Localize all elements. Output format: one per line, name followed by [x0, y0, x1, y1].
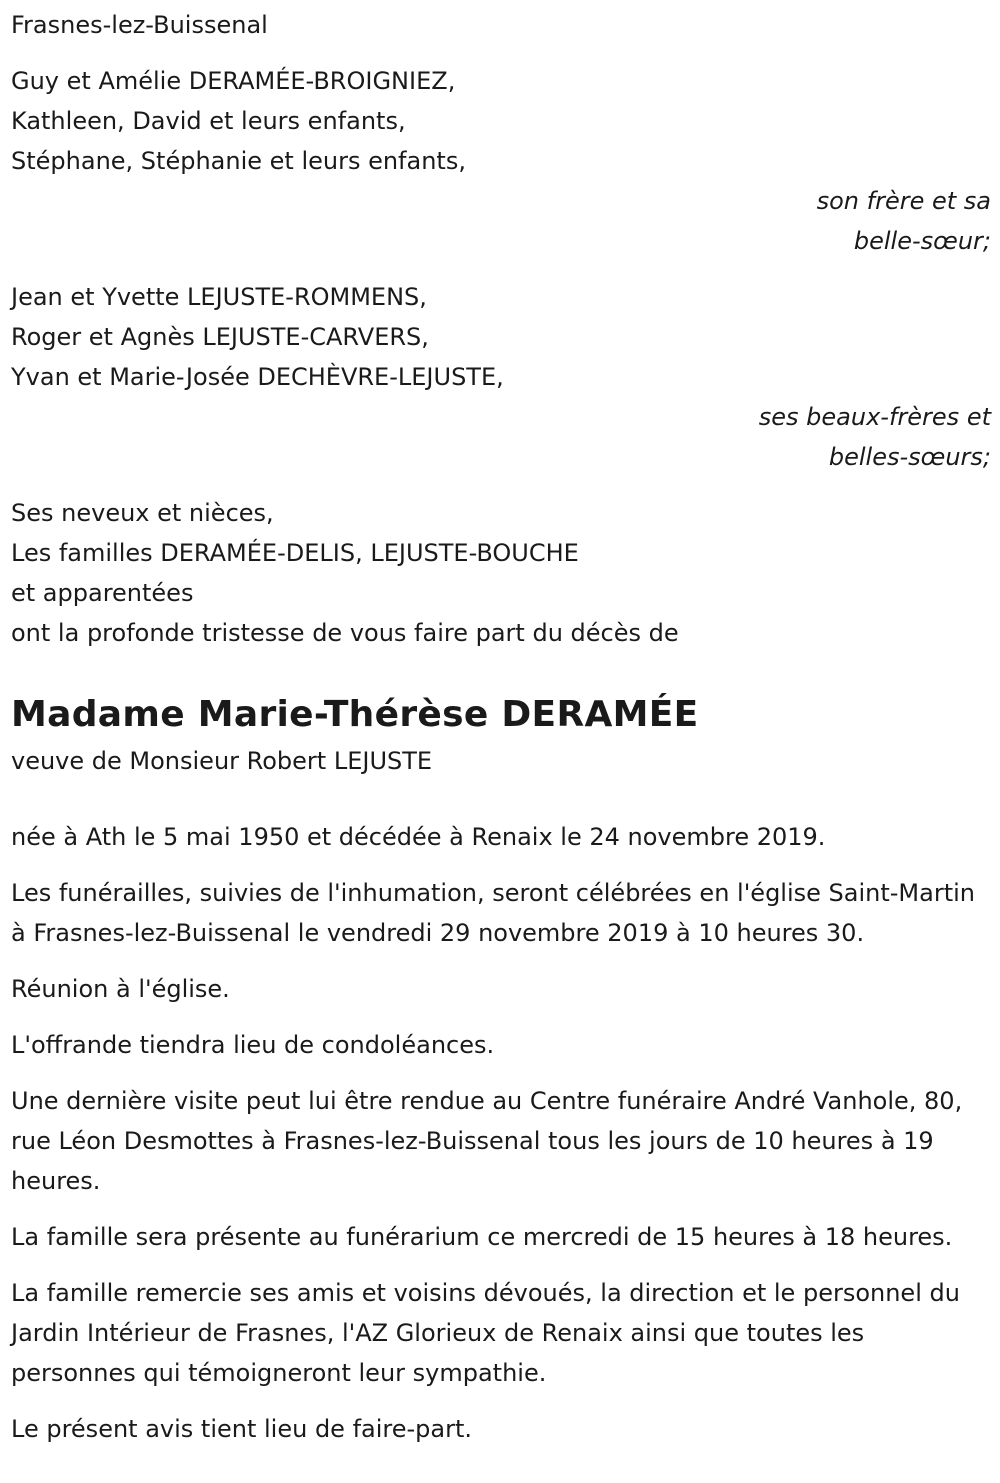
relation-line: son frère et sa	[816, 187, 991, 215]
family-line: Les familles DERAMÉE-DELIS, LEJUSTE-BOUCHE	[11, 539, 579, 567]
announcement-line: ont la profonde tristesse de vous faire part du décès de	[11, 619, 679, 647]
relation-line: ses beaux-frères et	[758, 403, 991, 431]
family-line: Yvan et Marie-Josée DECHÈVRE-LEJUSTE,	[11, 363, 504, 391]
family-line: Jean et Yvette LEJUSTE-ROMMENS,	[11, 283, 427, 311]
family-line: Stéphane, Stéphanie et leurs enfants,	[11, 147, 466, 175]
family-line: Kathleen, David et leurs enfants,	[11, 107, 406, 135]
family-line: et apparentées	[11, 579, 194, 607]
relation-line: belle-sœur;	[853, 227, 991, 255]
paragraph-birth-death: née à Ath le 5 mai 1950 et décédée à Renaix le 24 novembre 2019.	[11, 823, 826, 851]
paragraph-notice: Le présent avis tient lieu de faire-part.	[11, 1415, 473, 1443]
paragraph-funeral: Les funérailles, suivies de l'inhumation, seront célébrées en l'église Saint-Martin à Frasnes-lez-Buissenal le vendredi 29 novembre 2019 à 10 heures 30.	[11, 879, 975, 947]
deceased-subtitle: veuve de Monsieur Robert LEJUSTE	[11, 747, 433, 775]
paragraph-offering: L'offrande tiendra lieu de condoléances.	[11, 1031, 495, 1059]
family-line: Guy et Amélie DERAMÉE-BROIGNIEZ,	[11, 67, 456, 95]
paragraph-family-presence: La famille sera présente au funérarium ce mercredi de 15 heures à 18 heures.	[11, 1223, 953, 1251]
obituary-notice	[11, 5, 991, 1449]
location: Frasnes-lez-Buissenal	[11, 11, 268, 39]
relation-line: belles-sœurs;	[828, 443, 991, 471]
paragraph-visit: Une dernière visite peut lui être rendue au Centre funéraire André Vanhole, 80, rue Léon Desmottes à Frasnes-lez-Buissenal tous les jours de 10 heures à 19 heures.	[11, 1087, 963, 1195]
family-line: Roger et Agnès LEJUSTE-CARVERS,	[11, 323, 429, 351]
paragraph-meeting: Réunion à l'église.	[11, 975, 230, 1003]
family-group-relatives	[11, 493, 991, 653]
paragraph-thanks: La famille remercie ses amis et voisins dévoués, la direction et le personnel du Jardin Intérieur de Frasnes, l'AZ Glorieux de Renaix ainsi que toutes les personnes qui témoigneront leur sympathie.	[11, 1279, 960, 1387]
family-line: Ses neveux et nièces,	[11, 499, 274, 527]
deceased-name: Madame Marie-Thérèse DERAMÉE	[11, 694, 699, 735]
family-group-in-laws	[11, 277, 991, 477]
family-group-siblings	[11, 61, 991, 261]
